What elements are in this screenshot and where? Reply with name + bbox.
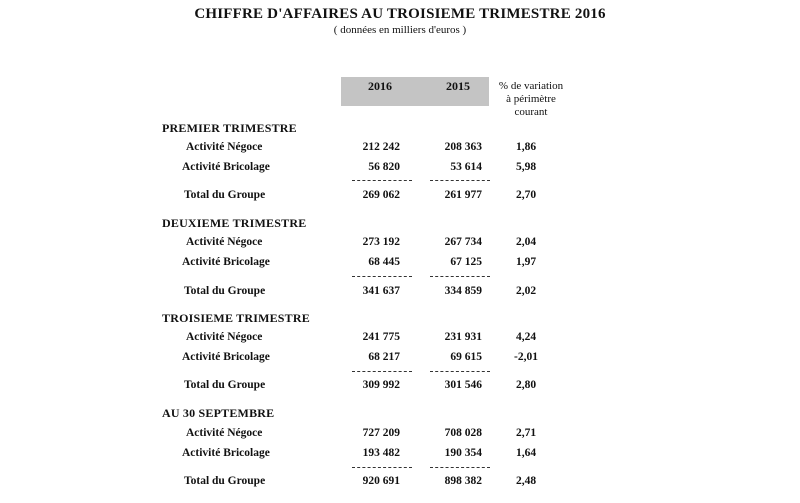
- row-label-total: Total du Groupe: [184, 379, 266, 391]
- subtotal-rule-2015: [430, 467, 490, 468]
- row-label-negoce: Activité Négoce: [186, 236, 263, 248]
- total-2016: 341 637: [362, 285, 400, 297]
- value-2015: 67 125: [450, 256, 482, 268]
- total-2015: 334 859: [444, 285, 482, 297]
- value-2016: 193 482: [362, 447, 400, 459]
- section-title-premier-trimestre: PREMIER TRIMESTRE: [162, 121, 297, 135]
- value-2015: 69 615: [450, 351, 482, 363]
- subtotal-rule-2015: [430, 276, 490, 277]
- row-label-total: Total du Groupe: [184, 285, 266, 297]
- row-label-total: Total du Groupe: [184, 189, 266, 201]
- page-subtitle: ( données en milliers d'euros ): [333, 24, 467, 36]
- section-title-troisieme-trimestre: TROISIEME TRIMESTRE: [162, 311, 310, 325]
- total-variation: 2,02: [515, 285, 537, 297]
- value-2016: 68 445: [368, 256, 400, 268]
- value-variation: 4,24: [515, 331, 537, 343]
- total-variation: 2,70: [515, 189, 537, 201]
- subtotal-rule-2016: [352, 467, 412, 468]
- column-header-2016: 2016: [368, 79, 392, 93]
- value-variation: 5,98: [515, 161, 537, 173]
- column-header-2015: 2015: [446, 79, 470, 93]
- row-label-total: Total du Groupe: [184, 475, 266, 487]
- column-header-variation: [492, 80, 570, 119]
- variation-header-line-1: % de variation: [498, 80, 564, 92]
- total-variation: 2,48: [515, 475, 537, 487]
- total-2016: 920 691: [362, 475, 400, 487]
- value-2016: 273 192: [362, 236, 400, 248]
- value-2015: 190 354: [444, 447, 482, 459]
- variation-header-line-2: à périmètre: [506, 93, 556, 105]
- value-2015: 208 363: [444, 141, 482, 153]
- value-variation: 2,04: [515, 236, 537, 248]
- total-2016: 309 992: [362, 379, 400, 391]
- page-title: CHIFFRE D'AFFAIRES AU TROISIEME TRIMESTRE 2016: [194, 6, 606, 22]
- value-variation: -2,01: [514, 351, 538, 363]
- section-title-au-30-septembre: AU 30 SEPTEMBRE: [162, 406, 275, 420]
- row-label-bricolage: Activité Bricolage: [182, 447, 270, 459]
- subtotal-rule-2016: [352, 276, 412, 277]
- value-2015: 708 028: [444, 427, 482, 439]
- subtotal-rule-2015: [430, 371, 490, 372]
- total-variation: 2,80: [515, 379, 537, 391]
- total-2015: 301 546: [444, 379, 482, 391]
- value-2015: 267 734: [444, 236, 482, 248]
- value-2015: 231 931: [444, 331, 482, 343]
- total-2015: 261 977: [444, 189, 482, 201]
- subtotal-rule-2016: [352, 371, 412, 372]
- value-2016: 56 820: [368, 161, 400, 173]
- value-2016: 68 217: [368, 351, 400, 363]
- row-label-negoce: Activité Négoce: [186, 141, 263, 153]
- value-2016: 241 775: [362, 331, 400, 343]
- row-label-bricolage: Activité Bricolage: [182, 161, 270, 173]
- row-label-bricolage: Activité Bricolage: [182, 351, 270, 363]
- row-label-negoce: Activité Négoce: [186, 331, 263, 343]
- total-2015: 898 382: [444, 475, 482, 487]
- value-variation: 1,97: [515, 256, 537, 268]
- row-label-negoce: Activité Négoce: [186, 427, 263, 439]
- section-title-deuxieme-trimestre: DEUXIEME TRIMESTRE: [162, 216, 307, 230]
- subtotal-rule-2016: [352, 180, 412, 181]
- value-2016: 727 209: [362, 427, 400, 439]
- variation-header-line-3: courant: [514, 106, 548, 118]
- subtotal-rule-2015: [430, 180, 490, 181]
- row-label-bricolage: Activité Bricolage: [182, 256, 270, 268]
- value-variation: 1,86: [515, 141, 537, 153]
- value-variation: 2,71: [515, 427, 537, 439]
- value-2016: 212 242: [362, 141, 400, 153]
- total-2016: 269 062: [362, 189, 400, 201]
- value-2015: 53 614: [450, 161, 482, 173]
- value-variation: 1,64: [515, 447, 537, 459]
